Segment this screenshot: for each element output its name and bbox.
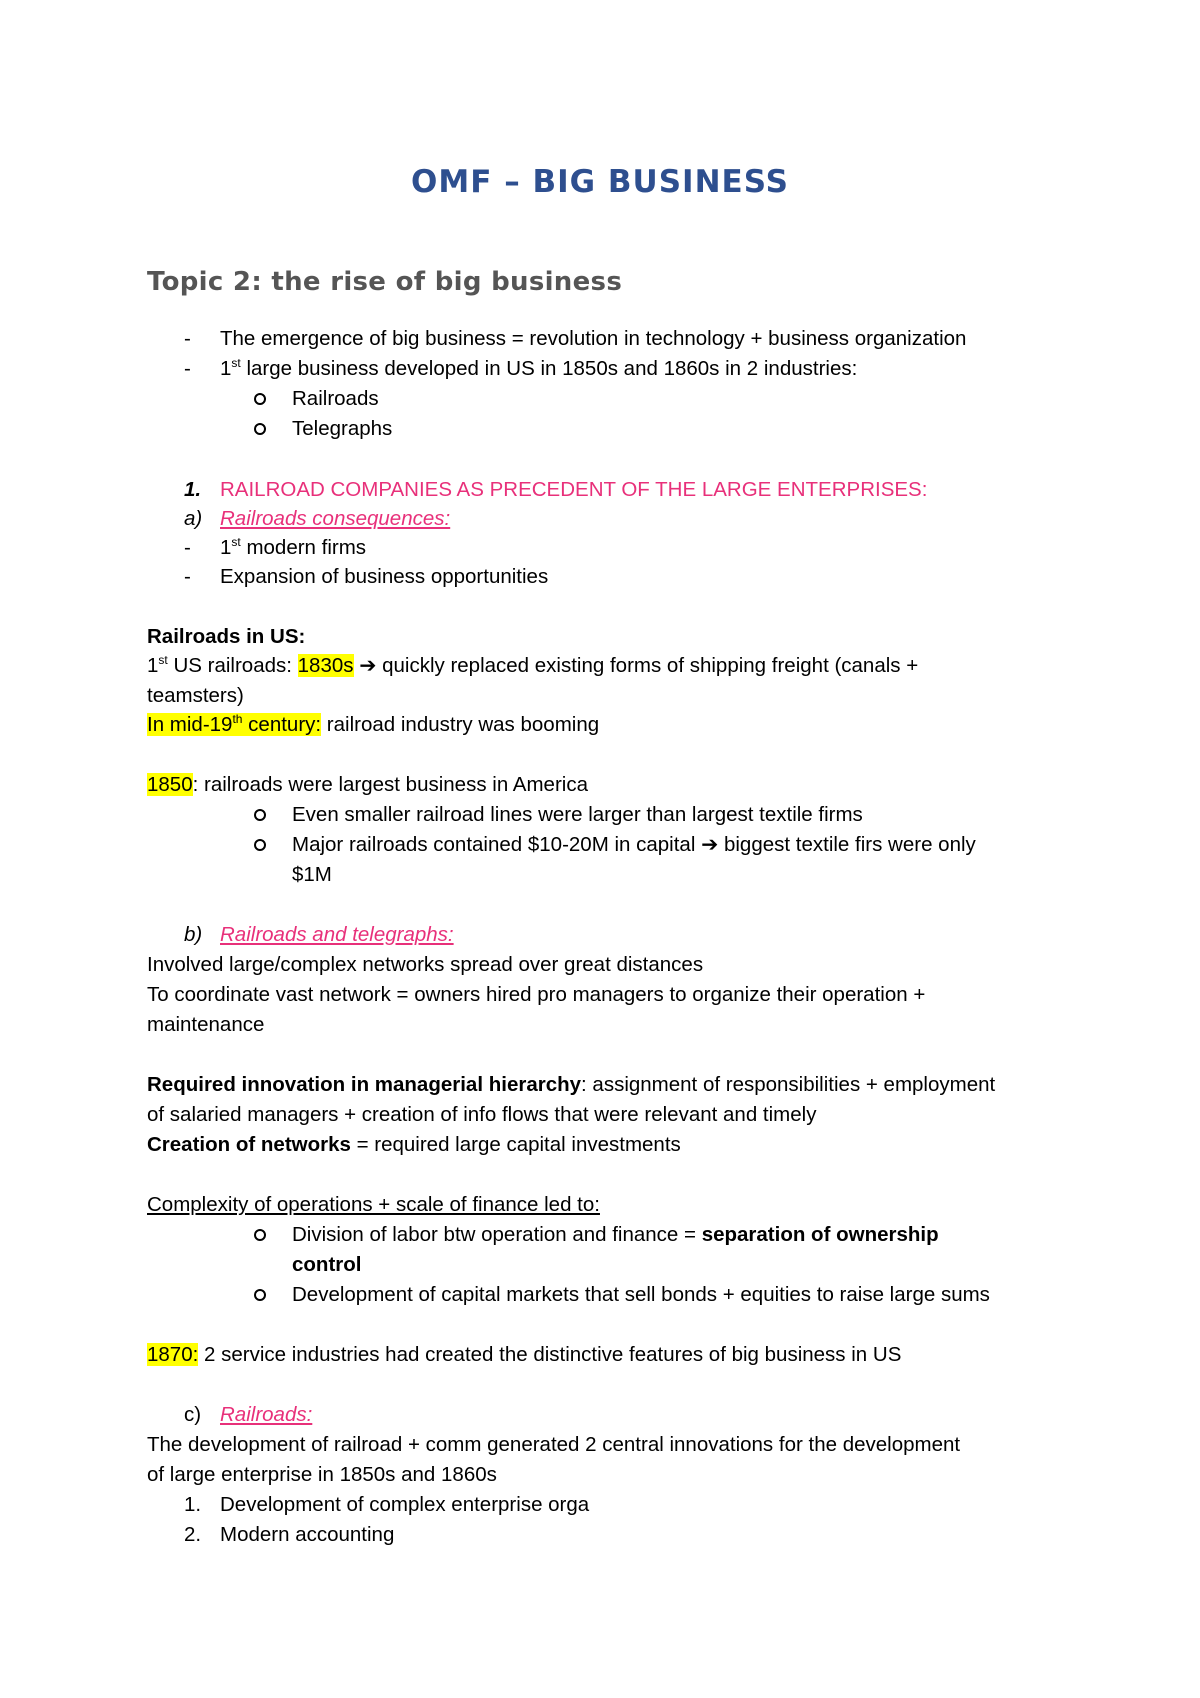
- b-line-6: [147, 1130, 681, 1159]
- intro-sub-railroads: Railroads: [292, 387, 379, 410]
- dash-bullet: -: [184, 327, 191, 350]
- b-line-8: [147, 1340, 901, 1369]
- highlight-mid-19th-pre: In mid-19: [147, 713, 233, 736]
- us-sub-1: Even smaller railroad lines were larger than largest textile firms: [292, 803, 863, 826]
- dash-bullet: -: [184, 565, 191, 588]
- topic-heading: Topic 2: the rise of big business: [147, 267, 623, 297]
- sub-label-b: b): [184, 923, 203, 946]
- b-line-5: of salaried managers + creation of info flows that were relevant and timely: [147, 1103, 817, 1126]
- dash-bullet: -: [184, 357, 191, 380]
- dash-bullet: -: [184, 536, 191, 559]
- us-heading: Railroads in US:: [147, 625, 306, 648]
- us-line-1-mid: US railroads:: [173, 654, 298, 677]
- us-line-2: teamsters): [147, 684, 244, 707]
- b-line-8-rest: 2 service industries had created the distinctive features of big business in US: [198, 1343, 902, 1366]
- document-title: OMF – BIG BUSINESS: [411, 164, 789, 200]
- b-line-6-rest: = required large capital investments: [350, 1133, 681, 1156]
- b-line-2: To coordinate vast network = owners hired pro managers to organize their operation +: [147, 983, 926, 1006]
- highlight-1830s: 1830s: [297, 654, 354, 677]
- a-item-1: 1st modern firms: [220, 535, 367, 559]
- sub-label-c: c): [184, 1403, 202, 1426]
- c-number-1: 1.: [184, 1493, 202, 1516]
- c-line-1: The development of railroad + comm generated 2 central innovations for the development: [147, 1433, 961, 1456]
- b-sub-1-cont: control: [292, 1253, 362, 1276]
- us-line-4: [147, 770, 588, 799]
- c-number-2: 2.: [184, 1523, 202, 1546]
- intro-bullet-2-text: large business developed in US in 1850s and 1860s in 2 industries:: [246, 357, 858, 380]
- ordinal-suffix: th: [232, 712, 243, 727]
- section-heading: RAILROAD COMPANIES AS PRECEDENT OF THE LARGE ENTERPRISES:: [220, 478, 928, 501]
- c-item-1: Development of complex enterprise orga: [220, 1493, 590, 1516]
- us-line-1-pre: 1: [147, 654, 159, 677]
- arrow-right-icon: ➔: [359, 654, 377, 677]
- b-line-6-bold: Creation of networks: [147, 1133, 351, 1156]
- b-line-4: [147, 1070, 995, 1099]
- b-line-7: Complexity of operations + scale of finance led to:: [147, 1193, 600, 1216]
- intro-bullet-2: 1st large business developed in US in 1850s and 1860s in 2 industries:: [220, 356, 858, 380]
- highlight-1870: 1870:: [147, 1343, 199, 1366]
- b-line-3: maintenance: [147, 1013, 265, 1036]
- ordinal-suffix: st: [158, 653, 168, 668]
- sub-title-a: Railroads consequences:: [220, 507, 451, 530]
- a-item-2: Expansion of business opportunities: [220, 565, 549, 588]
- highlight-mid-19th-post: century:: [242, 713, 322, 736]
- intro-sub-telegraphs: Telegraphs: [292, 417, 393, 440]
- circle-bullet-icon: [254, 839, 266, 851]
- circle-bullet-icon: [254, 1289, 266, 1301]
- ordinal-suffix: st: [231, 535, 241, 550]
- circle-bullet-icon: [254, 809, 266, 821]
- sub-title-c: Railroads:: [220, 1403, 313, 1426]
- us-line-3-rest: railroad industry was booming: [321, 713, 600, 736]
- circle-bullet-icon: [254, 393, 266, 405]
- us-sub-2-a: Major railroads contained $10-20M in capital: [292, 833, 702, 856]
- us-line-4-rest: : railroads were largest business in America: [192, 773, 588, 796]
- b-line-1: Involved large/complex networks spread over great distances: [147, 953, 704, 976]
- us-line-3: [147, 710, 599, 739]
- a-item-1-text: modern firms: [246, 536, 367, 559]
- intro-bullet-1: The emergence of big business = revolution in technology + business organization: [220, 327, 967, 350]
- section-number: 1.: [184, 478, 202, 501]
- c-item-2: Modern accounting: [220, 1523, 395, 1546]
- b-sub-1: [292, 1220, 939, 1249]
- ordinal-suffix: st: [231, 356, 241, 371]
- arrow-right-icon: ➔: [701, 833, 719, 856]
- us-line-1: [147, 651, 918, 680]
- sub-title-b: Railroads and telegraphs:: [220, 923, 454, 946]
- highlight-1850: 1850: [147, 773, 193, 796]
- sub-label-a: a): [184, 507, 203, 530]
- b-sub-1-a: Division of labor btw operation and finance =: [292, 1223, 702, 1246]
- us-sub-2: [292, 830, 976, 859]
- highlight-mid-19th: [147, 713, 321, 736]
- us-sub-2-b: biggest textile firs were only: [718, 833, 976, 856]
- b-line-4-bold: Required innovation in managerial hierarchy: [147, 1073, 582, 1096]
- circle-bullet-icon: [254, 1229, 266, 1241]
- us-sub-2-cont: $1M: [292, 863, 332, 886]
- b-sub-2: Development of capital markets that sell bonds + equities to raise large sums: [292, 1283, 990, 1306]
- circle-bullet-icon: [254, 423, 266, 435]
- b-sub-1-bold: separation of ownership: [701, 1223, 939, 1246]
- b-line-4-rest: : assignment of responsibilities + employment: [581, 1073, 996, 1096]
- us-line-1-post: quickly replaced existing forms of shipping freight (canals +: [382, 654, 919, 677]
- c-line-2: of large enterprise in 1850s and 1860s: [147, 1463, 497, 1486]
